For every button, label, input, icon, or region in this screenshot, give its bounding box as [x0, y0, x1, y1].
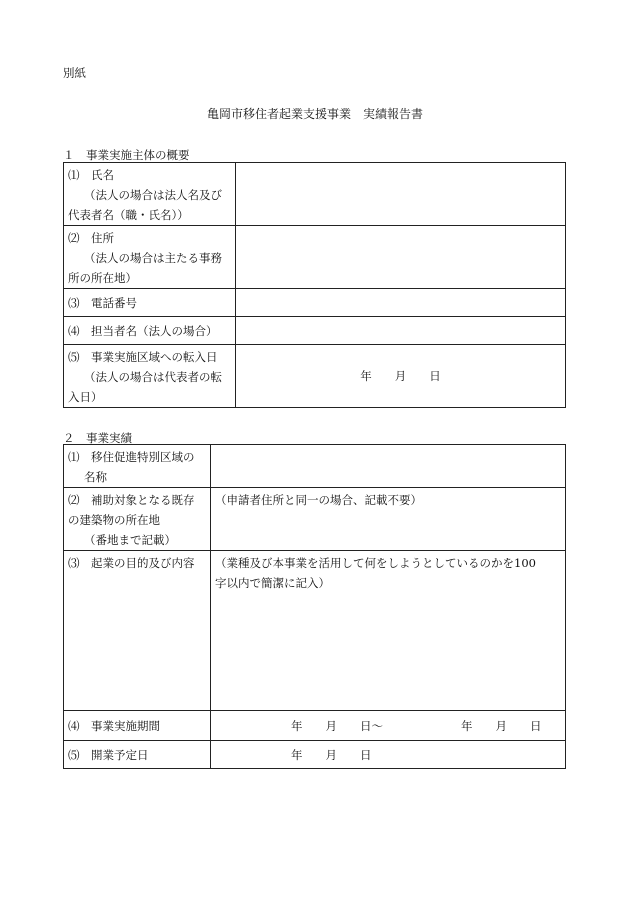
- address-input-cell[interactable]: [236, 226, 566, 289]
- field-label-opening-date: ⑸ 開業予定日: [64, 741, 211, 769]
- opening-date-input-cell[interactable]: [211, 741, 566, 769]
- field-label-address: ⑵ 住所: [68, 231, 114, 245]
- annex-label: 別紙: [63, 66, 86, 80]
- label-cell: [64, 345, 236, 408]
- field-note: （法人の場合は主たる事務: [84, 251, 222, 265]
- field-hint: （業種及び本事業を活用して何をしようとしているのかを100: [215, 556, 536, 570]
- table-row: [64, 345, 566, 408]
- area-name-input-cell[interactable]: [211, 445, 566, 488]
- field-label-cont: の建築物の所在地: [68, 513, 160, 527]
- period-end-date: 年 月 日: [461, 718, 542, 733]
- table-row: [64, 317, 566, 345]
- table-row: [64, 445, 566, 488]
- field-label-cont: 名称: [84, 470, 107, 484]
- field-note: 代表者名（職・氏名））: [68, 208, 189, 222]
- table-row: [64, 551, 566, 711]
- table-row: [64, 289, 566, 317]
- section2-table: [63, 444, 566, 769]
- opening-date: 年 月 日: [291, 747, 372, 762]
- field-label-contact: ⑷ 担当者名（法人の場合）: [64, 317, 236, 345]
- field-hint: （申請者住所と同一の場合、記載不要）: [215, 493, 422, 507]
- label-cell: [64, 488, 211, 551]
- section1-heading: １ 事業実施主体の概要: [63, 148, 190, 162]
- field-note: （法人の場合は代表者の転: [84, 370, 222, 384]
- move-in-date-cell[interactable]: 年 月 日: [236, 345, 566, 408]
- field-label-name: ⑴ 氏名: [68, 168, 114, 182]
- period-start-date: 年 月 日～: [291, 718, 383, 733]
- table-row: [64, 488, 566, 551]
- table-row: [64, 226, 566, 289]
- table-row: [64, 741, 566, 769]
- field-note: 所の所在地）: [68, 271, 137, 285]
- field-note: （法人の場合は法人名及び: [84, 188, 222, 202]
- label-cell: [64, 445, 211, 488]
- label-cell: [64, 226, 236, 289]
- table-row: [64, 163, 566, 226]
- period-input-cell[interactable]: [211, 711, 566, 741]
- section2-heading: ２ 事業実績: [63, 431, 132, 445]
- field-label-phone: ⑶ 電話番号: [64, 289, 236, 317]
- field-label-cont: （番地まで記載）: [84, 533, 176, 547]
- field-label-move-in-date: ⑸ 事業実施区域への転入日: [68, 350, 218, 364]
- section1-table: [63, 162, 566, 408]
- document-title: 亀岡市移住者起業支援事業 実績報告書: [206, 107, 423, 121]
- table-row: [64, 711, 566, 741]
- field-label-purpose: ⑶ 起業の目的及び内容: [64, 551, 211, 711]
- contact-input-cell[interactable]: [236, 317, 566, 345]
- field-hint: 字以内で簡潔に記入）: [215, 576, 330, 590]
- field-label-building-location: ⑵ 補助対象となる既存: [68, 493, 195, 507]
- phone-input-cell[interactable]: [236, 289, 566, 317]
- purpose-input-cell[interactable]: [211, 551, 566, 711]
- field-label-area-name: ⑴ 移住促進特別区域の: [68, 450, 195, 464]
- name-input-cell[interactable]: [236, 163, 566, 226]
- label-cell: [64, 163, 236, 226]
- field-note: 入日）: [68, 390, 103, 404]
- building-location-input-cell[interactable]: [211, 488, 566, 551]
- field-label-period: ⑷ 事業実施期間: [64, 711, 211, 741]
